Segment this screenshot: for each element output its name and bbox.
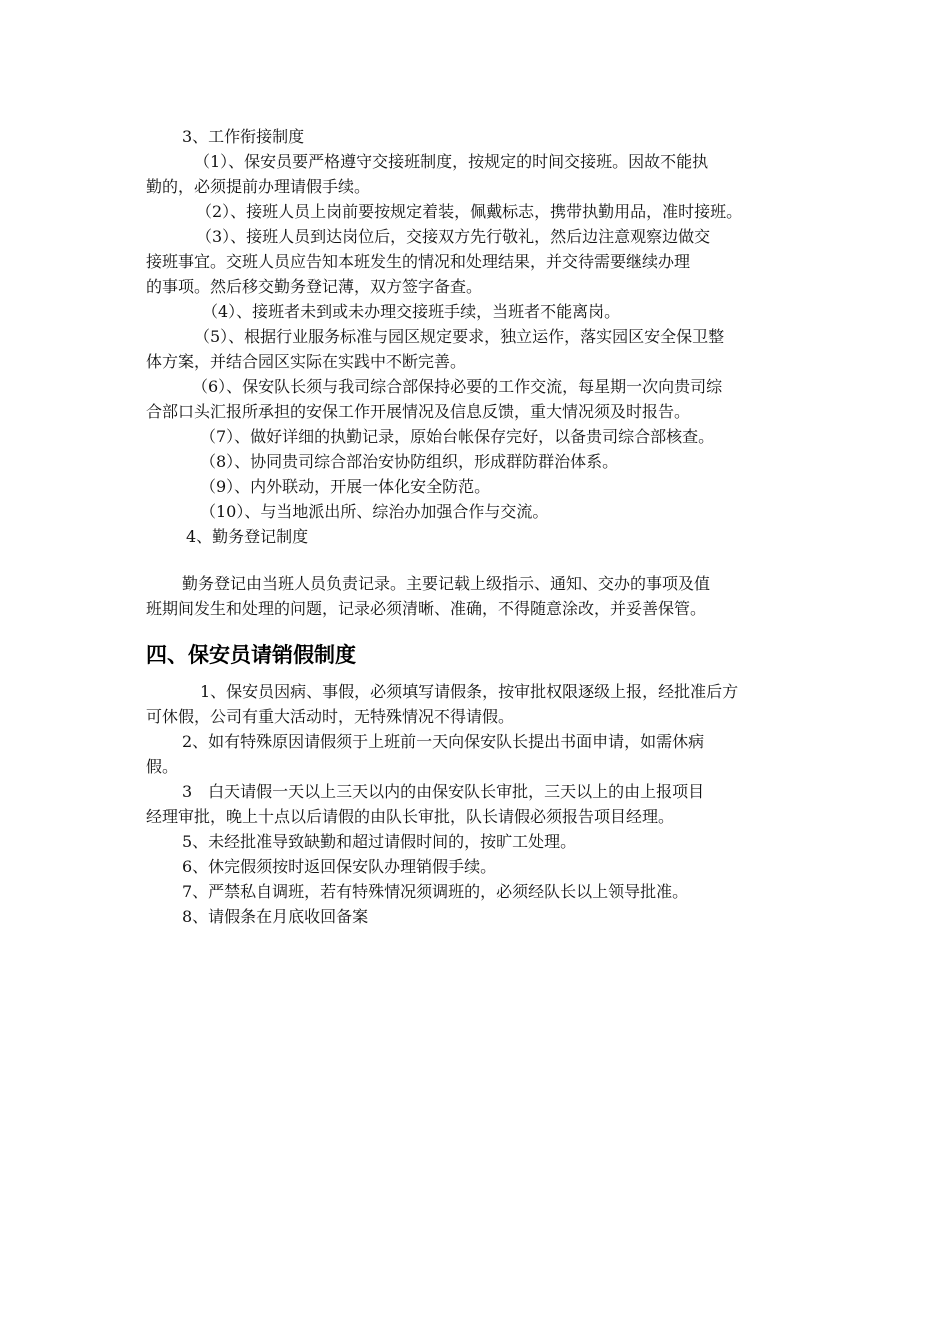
paragraph-line: 3 白天请假一天以上三天以内的由保安队长审批，三天以上的由上报项目 (182, 782, 705, 801)
paragraph-line: 假。 (146, 757, 179, 776)
paragraph-line: 1、保安员因病、事假，必须填写请假条，按审批权限逐级上报，经批准后方 (200, 682, 739, 701)
paragraph-line: 可休假，公司有重大活动时，无特殊情况不得请假。 (146, 707, 515, 726)
paragraph-line: （2）、接班人员上岗前要按规定着装，佩戴标志，携带执勤用品，准时接班。 (196, 202, 743, 221)
paragraph-line: 勤的，必须提前办理请假手续。 (146, 177, 371, 196)
paragraph-line: 经理审批，晚上十点以后请假的由队长审批，队长请假必须报告项目经理。 (146, 807, 675, 826)
paragraph-line: （9）、内外联动，开展一体化安全防范。 (200, 477, 491, 496)
section-title: 3、工作衔接制度 (182, 127, 305, 146)
paragraph-line: 2、如有特殊原因请假须于上班前一天向保安队长提出书面申请，如需休病 (182, 732, 705, 751)
section-title: 4、勤务登记制度 (186, 527, 309, 546)
paragraph-line: 体方案，并结合园区实际在实践中不断完善。 (146, 352, 467, 371)
paragraph-line: 勤务登记由当班人员负责记录。主要记载上级指示、通知、交办的事项及值 (182, 574, 711, 593)
paragraph-line: 7、严禁私自调班，若有特殊情况须调班的，必须经队长以上领导批准。 (182, 882, 689, 901)
paragraph-line: 的事项。然后移交勤务登记薄，双方签字备查。 (146, 277, 483, 296)
spacer (146, 549, 826, 571)
paragraph-line: （7）、做好详细的执勤记录，原始台帐保存完好，以备贵司综合部核查。 (200, 427, 715, 446)
paragraph-line: （6）、保安队长须与我司综合部保持必要的工作交流，每星期一次向贵司综 (192, 377, 723, 396)
paragraph-line: 8、请假条在月底收回备案 (182, 907, 369, 926)
paragraph-line: （8）、协同贵司综合部治安协防组织，形成群防群治体系。 (200, 452, 619, 471)
paragraph-line: （10）、与当地派出所、综治办加强合作与交流。 (200, 502, 549, 521)
document-body (146, 124, 826, 929)
paragraph-line: 接班事宜。交班人员应告知本班发生的情况和处理结果，并交待需要继续办理 (146, 252, 691, 271)
paragraph-line: （5）、根据行业服务标准与园区规定要求，独立运作，落实园区安全保卫整 (194, 327, 725, 346)
paragraph-line: （3）、接班人员到达岗位后，交接双方先行敬礼，然后边注意观察边做交 (196, 227, 711, 246)
paragraph-line: 合部口头汇报所承担的安保工作开展情况及信息反馈，重大情况须及时报告。 (146, 402, 691, 421)
paragraph-line: 5、未经批准导致缺勤和超过请假时间的，按旷工处理。 (182, 832, 577, 851)
paragraph-line: （1）、保安员要严格遵守交接班制度，按规定的时间交接班。因故不能执 (194, 152, 709, 171)
chapter-heading: 四、保安员请销假制度 (146, 643, 356, 667)
paragraph-line: 6、休完假须按时返回保安队办理销假手续。 (182, 857, 497, 876)
spacer (146, 621, 826, 640)
paragraph-line: （4）、接班者未到或未办理交接班手续，当班者不能离岗。 (202, 302, 621, 321)
paragraph-line: 班期间发生和处理的问题，记录必须清晰、准确，不得随意涂改，并妥善保管。 (146, 599, 707, 618)
